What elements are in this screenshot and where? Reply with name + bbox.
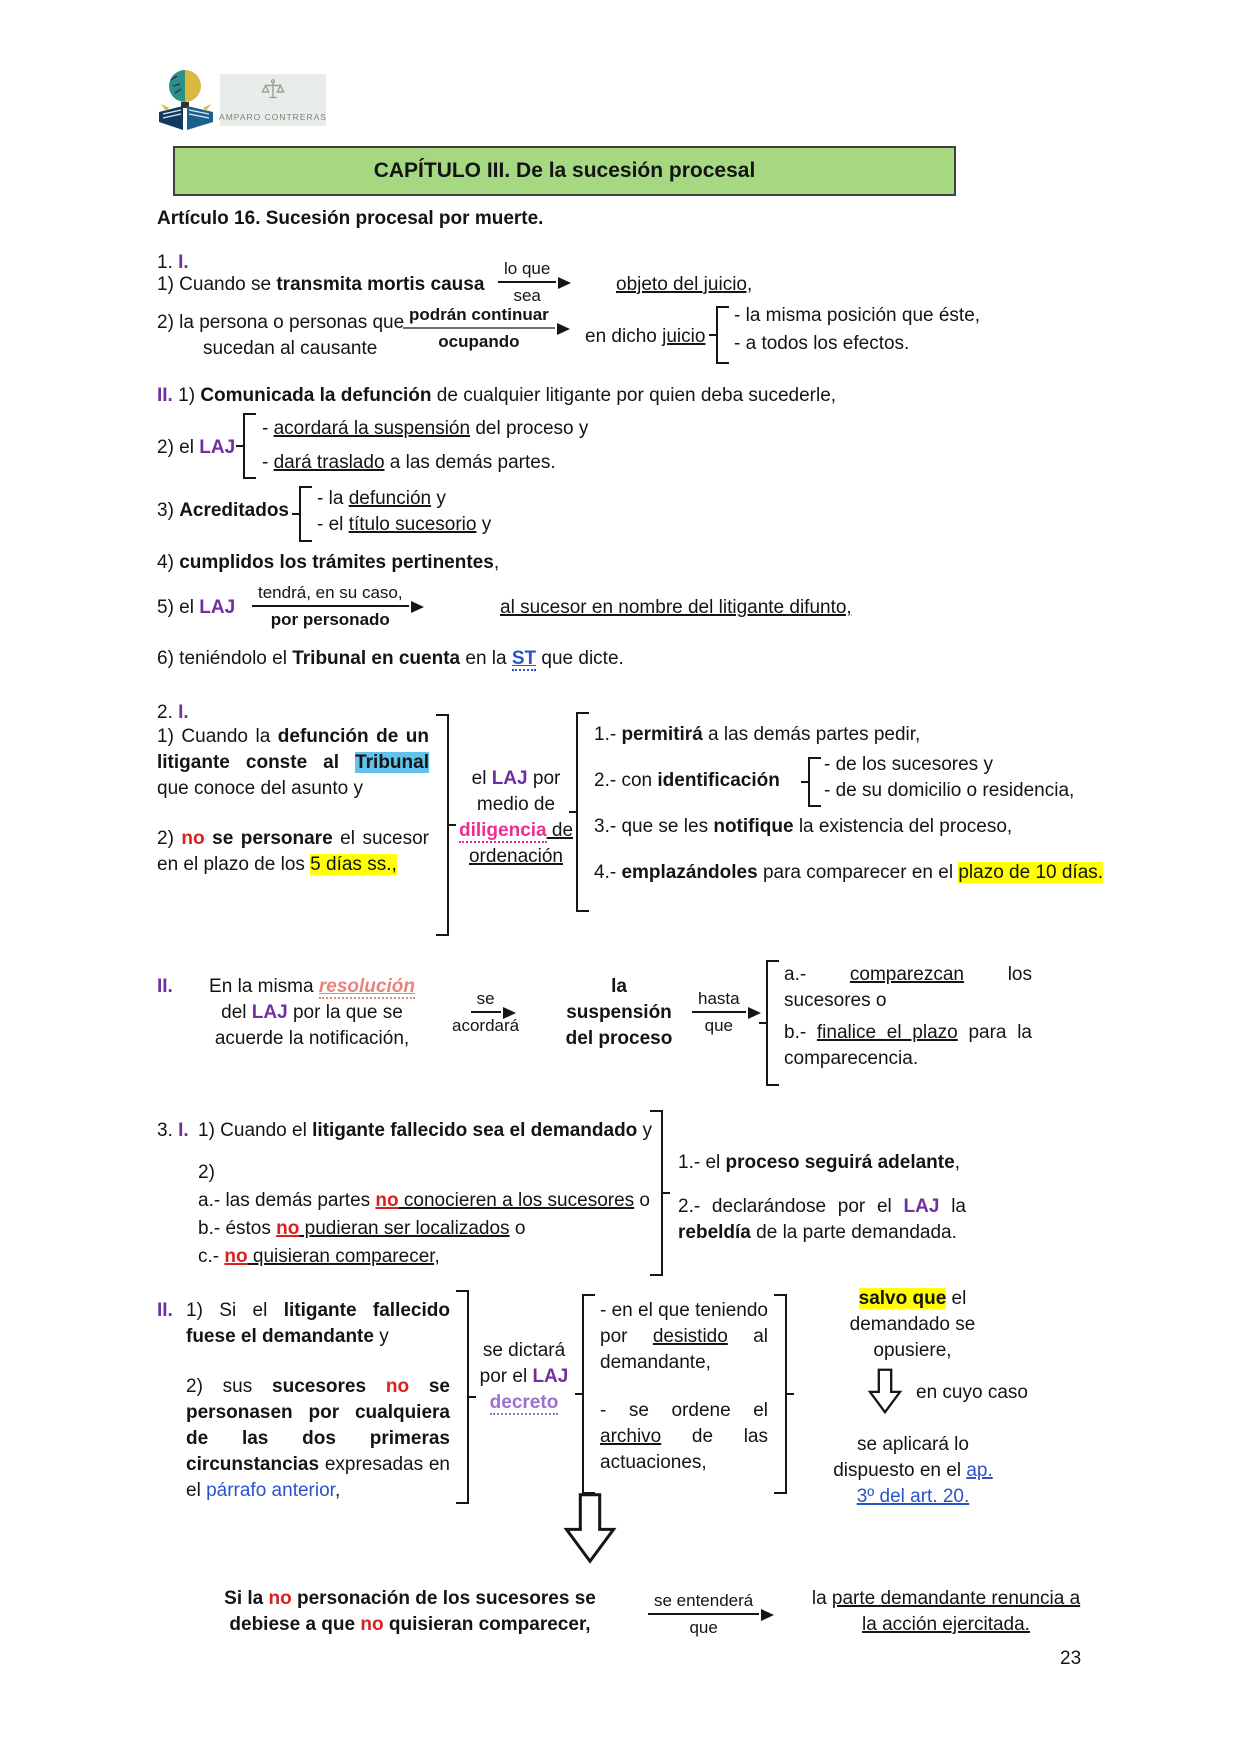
book-bulb-logo-icon <box>155 64 217 141</box>
text-run: , <box>493 552 500 573</box>
text-run: b.- éstos <box>198 1218 277 1239</box>
arrow-label-top: hasta <box>692 988 746 1013</box>
text-run: para la comparecencia. <box>784 1022 1032 1069</box>
st-term: ST <box>511 648 537 669</box>
text-run: por <box>527 768 561 789</box>
text-run: se aplicará lo <box>857 1434 969 1455</box>
text-run: - <box>262 418 274 439</box>
sec4-left-block <box>184 974 440 1052</box>
sec2-line5-result: al sucesor en nombre del litigante difunto, <box>500 597 852 618</box>
text-run: Si la <box>224 1588 269 1609</box>
text-run: 3.- que se les <box>594 816 714 837</box>
text-run: suspensión <box>566 1002 672 1023</box>
text-run: b.- <box>784 1022 817 1043</box>
text-run: 2) <box>157 828 182 849</box>
text-run: parte demandante renuncia a <box>831 1588 1081 1609</box>
sec2-line3 <box>157 498 289 524</box>
sec3-right-item2-sub: - de su domicilio o residencia, <box>824 780 1075 801</box>
text-run: permitirá <box>621 724 703 745</box>
text-run: - <box>262 452 274 473</box>
text-run: acuerde la notificación, <box>214 1028 410 1049</box>
no-term: no <box>276 1218 300 1239</box>
arrow-label-bottom: que <box>704 1016 733 1035</box>
text-run: 1) Cuando el <box>198 1120 313 1141</box>
arrow-tendra-por-personado <box>252 582 409 630</box>
sec3-left-block <box>157 724 429 878</box>
brace-open <box>716 306 729 364</box>
arrow-lo-que-sea <box>498 258 556 306</box>
text-run: personación de los sucesores se <box>291 1588 596 1609</box>
brace-open <box>243 413 256 479</box>
text-run: identificación <box>657 770 780 791</box>
sec2-line2-item <box>262 416 588 442</box>
text-run: Tribunal en cuenta <box>292 648 461 669</box>
text-run: comparezcan <box>849 964 964 985</box>
sec3-left-p2 <box>157 826 429 878</box>
sec6-item-1 <box>600 1298 768 1376</box>
text-run: sucedan al causante <box>203 338 378 359</box>
text-run: , <box>334 1480 341 1501</box>
text-run: título sucesorio <box>348 514 477 535</box>
sec4-roman: II. <box>157 976 173 997</box>
text-run: finalice el plazo <box>816 1022 958 1043</box>
plazo-10-dias-highlight: plazo de 10 días. <box>958 862 1104 883</box>
parrafo-anterior-link[interactable]: párrafo anterior <box>206 1480 335 1501</box>
text-run: proceso seguirá adelante <box>725 1152 955 1173</box>
sec2-line1 <box>157 383 836 409</box>
no-term: no <box>224 1246 248 1267</box>
text-run <box>458 766 574 792</box>
text-run: rebeldía <box>678 1222 751 1243</box>
laj-term: LAJ <box>532 1366 569 1387</box>
text-run: quisieran comparecer, <box>247 1246 440 1267</box>
text-run: de cualquier litigante por quien deba sucederle, <box>431 385 837 406</box>
sec5-label <box>157 1118 189 1144</box>
text-run: a.- <box>784 964 850 985</box>
text-run: dará traslado <box>273 452 385 473</box>
text-run: 1.- <box>594 724 622 745</box>
text-run <box>458 818 574 844</box>
text-run: quisieran comparecer, <box>383 1614 591 1635</box>
sec4-item-b <box>784 1020 1032 1072</box>
text-run: se personasen por cualquiera de las dos primeras circunstancias <box>186 1376 450 1475</box>
arrow-hasta-que <box>692 988 746 1036</box>
sec4-mid-block <box>556 974 682 1052</box>
sec3-roman: I. <box>178 702 189 723</box>
text-run: pudieran ser localizados <box>299 1218 510 1239</box>
sec5-roman: I. <box>178 1120 189 1141</box>
text-run: - la <box>317 488 349 509</box>
sec5-right-item1 <box>678 1150 960 1176</box>
art-20-link[interactable]: 3º del art. 20. <box>856 1486 970 1507</box>
sec5-right-item2 <box>678 1194 966 1246</box>
text-run: - en el que teniendo por <box>600 1300 768 1347</box>
text-run: a las demás partes. <box>384 452 556 473</box>
text-run: del <box>221 1002 252 1023</box>
text-run: medio de <box>476 794 556 815</box>
no-term: no <box>181 828 205 849</box>
text-run: juicio <box>662 326 706 347</box>
tribunal-highlight: Tribunal <box>355 752 429 773</box>
text-run: 2) sus <box>186 1376 273 1397</box>
sec3-right-item2-sub: - de los sucesores y <box>824 754 993 775</box>
text-run: 1. <box>157 252 173 273</box>
text-run: por el <box>479 1366 533 1387</box>
sec6-item-2 <box>600 1398 768 1476</box>
sec4-brace-items <box>784 962 1032 1072</box>
text-run <box>798 1484 1028 1510</box>
no-term: no <box>360 1614 384 1635</box>
sec2-roman: II. <box>157 385 173 406</box>
text-run <box>800 1286 1025 1312</box>
sec3-right-item1 <box>594 722 920 748</box>
text-run: 6) teniéndolo el <box>157 648 293 669</box>
text-run: el sucesor en el plazo de los <box>157 828 429 875</box>
arrow-label-top: se <box>471 988 501 1013</box>
text-run: que conoce del asunto y <box>157 778 363 799</box>
sec3-label <box>157 700 189 726</box>
sec3-left-p1 <box>157 724 429 802</box>
arrow-label-top: lo que <box>498 258 556 283</box>
sec6-salvo-block <box>800 1286 1025 1364</box>
text-run: la <box>811 1588 832 1609</box>
sec2-line3-item <box>317 486 446 512</box>
text-run: cumplidos los trámites pertinentes <box>179 552 494 573</box>
page-number: 23 <box>1060 1648 1082 1669</box>
text-run: y <box>637 1120 653 1141</box>
text-run: en dicho <box>585 326 663 347</box>
text-run <box>798 1458 1028 1484</box>
text-run: expresadas en el <box>186 1454 450 1501</box>
plazo-5-dias-highlight: 5 días ss., <box>310 854 397 875</box>
sec6-mid-column <box>472 1338 576 1416</box>
arrow-se-entendera <box>648 1590 759 1638</box>
text-run: o <box>509 1218 526 1239</box>
text-run: emplazándoles <box>621 862 758 883</box>
brand-box <box>220 74 326 126</box>
text-run: litigante fallecido sea el demandado <box>312 1120 638 1141</box>
bracket-close <box>436 714 449 936</box>
text-run: 4.- <box>594 862 622 883</box>
text-run: del proceso <box>565 1028 673 1049</box>
brace-open <box>576 712 589 912</box>
text-run: de <box>546 820 574 841</box>
text-run: el <box>471 768 492 789</box>
sec1-brace-item: - la misma posición que éste, <box>734 305 981 326</box>
text-run: se dictará <box>482 1340 566 1361</box>
laj-term: LAJ <box>903 1196 940 1217</box>
text-run: el <box>946 1288 967 1309</box>
sec3-right-item2 <box>594 768 780 794</box>
sec2-line2 <box>157 435 235 461</box>
scales-icon <box>260 78 286 109</box>
text-run <box>796 1586 1096 1612</box>
block-arrow-down-icon <box>560 1492 620 1569</box>
sec5-item-c <box>198 1244 440 1270</box>
laj-term: LAJ <box>251 1002 288 1023</box>
text-run: y <box>431 488 446 509</box>
laj-term: LAJ <box>199 437 236 458</box>
text-run: 2.- declarándose por el <box>678 1196 904 1217</box>
no-term: no <box>268 1588 292 1609</box>
text-run: dispuesto en el <box>833 1460 967 1481</box>
text-run: defunción de un litigante conste al <box>157 726 429 773</box>
chapter-banner <box>173 146 956 196</box>
sec2-line2-item <box>262 450 556 476</box>
text-run: , <box>954 1152 960 1173</box>
text-run: transmita mortis causa <box>276 274 485 295</box>
text-run: 2.- con <box>594 770 658 791</box>
text-run: 1) Si el <box>186 1300 284 1321</box>
text-run: sucesores <box>272 1376 386 1397</box>
arrow-label-top: tendrá, en su caso, <box>252 582 409 607</box>
text-run: la existencia del proceso, <box>793 816 1013 837</box>
sec6-left-p1 <box>186 1298 450 1350</box>
text-run: a.- las demás partes <box>198 1190 376 1211</box>
article-title: Artículo 16. Sucesión procesal por muerte. <box>157 208 544 229</box>
sec6-left-p2 <box>186 1374 450 1504</box>
text-run: 1) Cuando se <box>157 274 277 295</box>
text-run: conocieren a los sucesores <box>398 1190 635 1211</box>
art-20-link[interactable]: ap. <box>966 1460 993 1481</box>
chapter-title: CAPÍTULO III. De la sucesión procesal <box>373 159 756 182</box>
text-run: la <box>611 976 627 997</box>
text-run: notifique <box>713 816 794 837</box>
text-run: 2) la persona o personas que <box>157 312 405 333</box>
text-run: archivo <box>600 1426 662 1447</box>
sec3-mid-column <box>458 766 574 870</box>
diligencia-term: diligencia <box>458 820 547 841</box>
text-run: que dicte. <box>536 648 624 669</box>
text-run: debiese a que <box>229 1614 361 1635</box>
brace-open <box>582 1294 595 1494</box>
sec6-cuyo-caso: en cuyo caso <box>916 1382 1028 1403</box>
arrow-label-bottom: que <box>689 1618 718 1637</box>
arrow-label-bottom: sea <box>513 286 541 305</box>
brace-open <box>299 486 312 542</box>
text-run: de la parte demandada. <box>750 1222 957 1243</box>
bracket-close <box>774 1294 787 1494</box>
arrow-label-bottom: ocupando <box>438 332 520 351</box>
arrow-label-top: podrán continuar <box>403 304 555 329</box>
text-run: c.- <box>198 1246 225 1267</box>
text-run: 1) Cuando la <box>157 726 278 747</box>
sec1-brace-item: - a todos los efectos. <box>734 333 910 354</box>
text-run: 3. <box>157 1120 173 1141</box>
arrow-label-bottom: por personado <box>270 610 390 629</box>
text-run: los sucesores o <box>784 964 1032 1011</box>
block-arrow-down-icon <box>866 1368 904 1419</box>
sec5-line1 <box>198 1118 652 1144</box>
sec5-item-b <box>198 1216 525 1242</box>
sec2-line5 <box>157 595 235 621</box>
text-run: 5) el <box>157 597 200 618</box>
text-run: de las actuaciones, <box>600 1426 768 1473</box>
text-run: demandado se <box>849 1314 976 1335</box>
text-run <box>184 1000 440 1026</box>
brace-open <box>808 757 821 807</box>
sec2-line4 <box>157 550 499 576</box>
arrow-podran-continuar <box>403 304 555 352</box>
text-run: al demandante, <box>600 1326 768 1373</box>
sec1-row1-result: objeto del juicio, <box>616 274 753 295</box>
text-run: opusiere, <box>873 1340 952 1361</box>
sec7-left-block <box>195 1586 625 1638</box>
bracket-close <box>650 1110 663 1276</box>
sec6-brace-items <box>600 1298 768 1476</box>
text-run: defunción <box>348 488 432 509</box>
no-term: no <box>385 1376 410 1397</box>
brace-open <box>766 960 779 1086</box>
decreto-term: decreto <box>489 1392 559 1413</box>
text-run: - el <box>317 514 349 535</box>
text-run: Comunicada la defunción <box>200 385 432 406</box>
text-run: se personare <box>204 828 333 849</box>
text-run: ordenación <box>468 846 564 867</box>
resolucion-term: resolución <box>318 976 415 997</box>
laj-term: LAJ <box>199 597 236 618</box>
sec6-roman: II. <box>157 1300 173 1321</box>
no-term: no <box>375 1190 399 1211</box>
sec1-row2-text <box>157 310 404 362</box>
sec4-item-a <box>784 962 1032 1014</box>
arrow-se-acordara <box>452 988 519 1036</box>
text-run: 1) <box>178 385 201 406</box>
sec2-line6 <box>157 646 624 672</box>
text-run: 4) <box>157 552 180 573</box>
text-run: o <box>634 1190 651 1211</box>
laj-term: LAJ <box>491 768 528 789</box>
sec5-line2: 2) <box>198 1162 215 1183</box>
text-run: 2) el <box>157 437 200 458</box>
text-run: 1.- el <box>678 1152 726 1173</box>
text-run <box>195 1612 625 1638</box>
sec3-right-item3 <box>594 814 1012 840</box>
brand-name: AMPARO CONTRERAS <box>219 112 327 122</box>
text-run <box>195 1586 625 1612</box>
text-run: para comparecer en el <box>757 862 959 883</box>
arrow-label-top: se entenderá <box>648 1590 759 1615</box>
text-run: y <box>476 514 492 535</box>
sec2-line3-item <box>317 512 491 538</box>
text-run: la <box>939 1196 966 1217</box>
text-run: desistido <box>652 1326 728 1347</box>
text-run <box>472 1364 576 1390</box>
sec3-right-item4 <box>594 860 1103 886</box>
text-run: a las demás partes pedir, <box>702 724 921 745</box>
sec1-row2-mid <box>585 324 705 350</box>
text-run: 2. <box>157 702 173 723</box>
sec1-roman: I. <box>178 252 189 273</box>
sec1-row1-text <box>157 272 484 298</box>
sec6-aplicara-block <box>798 1432 1028 1510</box>
text-run: del proceso y <box>470 418 589 439</box>
text-run: - se ordene el <box>600 1400 768 1421</box>
text-run <box>184 974 440 1000</box>
sec6-left-block <box>186 1298 450 1504</box>
text-run <box>472 1390 576 1416</box>
text-run: y <box>373 1326 389 1347</box>
bracket-close <box>456 1290 469 1504</box>
text-run: 3) <box>157 500 180 521</box>
text-run: Acreditados <box>179 500 289 521</box>
text-run: por la que se <box>287 1002 403 1023</box>
salvo-que-highlight: salvo que <box>858 1288 947 1309</box>
text-run: litigante fallecido fuese el demandante <box>186 1300 450 1347</box>
sec7-right-block <box>796 1586 1096 1638</box>
text-run: la acción ejercitada. <box>862 1614 1030 1635</box>
text-run: acordará la suspensión <box>273 418 471 439</box>
text-run: en la <box>460 648 512 669</box>
sec5-item-a <box>198 1188 650 1214</box>
arrow-label-bottom: acordará <box>452 1016 520 1035</box>
text-run: En la misma <box>209 976 319 997</box>
